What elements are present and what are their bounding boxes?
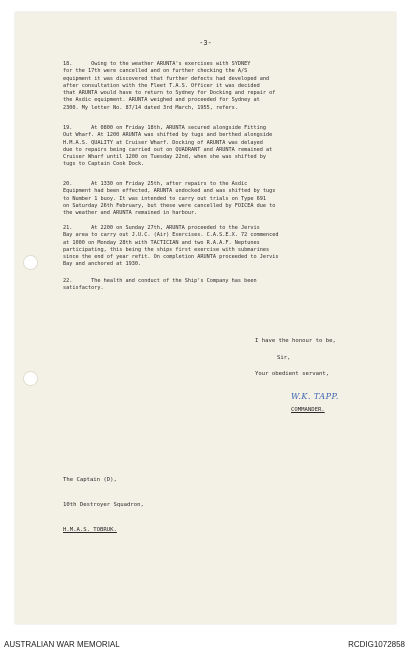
page-number: -3-: [199, 39, 212, 47]
closing-honour: I have the honour to be,: [255, 338, 336, 344]
signatory-title: COMMANDER.: [291, 407, 325, 413]
punch-hole: [23, 255, 38, 270]
addressee-block: [63, 460, 144, 550]
paragraph-18: 18. Owing to the weather ARUNTA's exercises with SYDNEY for the 17th were cancelled and on further checking the A/S equipment it was discovered that further defects had developed and after consultation with the Fleet T.A.S. Officer it was decided that ARUNTA would have to return to Sydney for Docking and repair of the Asdic equipment. ARUNTA weighed and proceeded for Sydney at 2300. My letter No. 87/14 dated 3rd March, 1955, refers.: [63, 61, 276, 111]
handwritten-signature: W.K. TAPP.: [291, 392, 339, 401]
footer-institution: AUSTRALIAN WAR MEMORIAL: [4, 640, 120, 649]
footer-record-id: RCDIG1072858: [348, 640, 405, 649]
closing-servant: Your obedient servant,: [255, 371, 330, 377]
paragraph-20: 20. At 1330 on Friday 25th, after repairs to the Asdic Equipment had been effected, ARUNTA undocked and was shifted by tugs to Number 1 buoy. It was intended to carry out trials on Type 691 on Saturday 26th February, but these were cancelled by FOICEA due to the weather and ARUNTA remained in harbour.: [63, 181, 276, 217]
document-page: [15, 12, 396, 624]
punch-hole: [23, 371, 38, 386]
addressee-line: H.M.A.S. TOBRUK.: [63, 526, 117, 533]
paragraph-21: 21. At 2200 on Sunday 27th, ARUNTA proceeded to the Jervis Bay area to carry out J.U.C. (Air) Exercises. C.A.S.E.X. 72 commenced at 1000 on Monday 28th with TACTICIAN and two R.A.A.F. Neptunes participating, this being the ships first exercise with submarines since the end of year refit. On completion ARUNTA proceeded to Jervis Bay and anchored at 1930.: [63, 225, 279, 268]
closing-sir: Sir,: [277, 355, 291, 361]
addressee-line: The Captain (D),: [63, 477, 117, 484]
addressee-line: 10th Destroyer Squadron,: [63, 502, 144, 509]
paragraph-22: 22. The health and conduct of the Ship's Company has been satisfactory.: [63, 278, 257, 292]
paragraph-19: 19. At 0800 on Friday 18th, ARUNTA secured alongside Fitting Out Wharf. At 1200 ARUNTA was shifted by tugs and berthed alongside H.M.A.S. QUALITY at Cruiser Wharf. Docking of ARUNTA was delayed due to repairs being carried out on QUADRANT and ARUNTA remained at Cruiser Wharf until 1200 on Tuesday 22nd, when she was shifted by tugs to Captain Cook Dock.: [63, 125, 273, 168]
